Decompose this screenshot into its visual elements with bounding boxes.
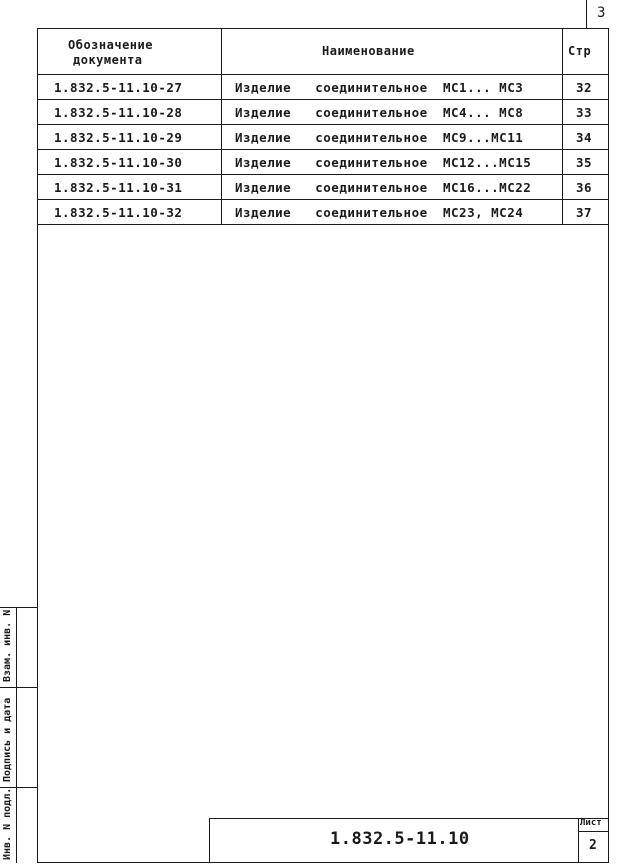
row-marks: МС12...МС15 <box>443 155 532 170</box>
row-line-3 <box>37 149 609 150</box>
row-designation: 1.832.5-11.10-32 <box>54 205 183 220</box>
row-page: 32 <box>576 80 593 95</box>
title-block-sheet-divider <box>578 818 579 863</box>
header-designation-line2: документа <box>73 53 143 67</box>
side-stamp-divider-1 <box>0 687 38 688</box>
header-name: Наименование <box>322 44 415 58</box>
row-designation: 1.832.5-11.10-28 <box>54 105 183 120</box>
title-block-sheet-label-line <box>578 831 609 832</box>
header-designation-line1: Обозначение <box>68 38 153 52</box>
side-stamp-outer-line <box>16 607 17 863</box>
row-marks: МС9...МС11 <box>443 130 524 145</box>
row-line-2 <box>37 124 609 125</box>
row-line-6 <box>37 224 609 225</box>
row-designation: 1.832.5-11.10-29 <box>54 130 183 145</box>
frame-right <box>608 28 609 863</box>
row-name: Изделие соединительное <box>235 130 428 145</box>
title-block-top <box>209 818 609 819</box>
row-name: Изделие соединительное <box>235 205 428 220</box>
side-label-podpis-data: Подпись и дата <box>2 697 13 782</box>
row-marks: МС1... МС3 <box>443 80 524 95</box>
col-divider-1 <box>221 28 222 224</box>
row-designation: 1.832.5-11.10-31 <box>54 180 183 195</box>
row-line-5 <box>37 199 609 200</box>
side-label-inv-podl: Инв. N подл. <box>2 787 13 860</box>
header-page: Стр <box>568 44 592 58</box>
row-page: 34 <box>576 130 593 145</box>
col-divider-2 <box>562 28 563 224</box>
row-name: Изделие соединительное <box>235 155 428 170</box>
document-code: 1.832.5-11.10 <box>330 829 470 849</box>
row-line-1 <box>37 99 609 100</box>
sheet-number: 2 <box>589 838 598 853</box>
row-marks: МС16...МС22 <box>443 180 532 195</box>
sheet-label: Лист <box>580 818 602 828</box>
row-name: Изделие соединительное <box>235 180 428 195</box>
row-page: 35 <box>576 155 593 170</box>
row-marks: МС4... МС8 <box>443 105 524 120</box>
page-number: 3 <box>597 5 606 21</box>
row-marks: МС23, МС24 <box>443 205 524 220</box>
side-stamp-top <box>0 607 38 608</box>
header-bottom-line <box>37 74 609 75</box>
row-name: Изделие соединительное <box>235 105 428 120</box>
row-line-4 <box>37 174 609 175</box>
row-page: 37 <box>576 205 593 220</box>
row-name: Изделие соединительное <box>235 80 428 95</box>
page-number-box-left <box>586 0 587 28</box>
side-label-vzam-inv: Взам. инв. N <box>2 609 13 682</box>
frame-bottom <box>37 862 609 863</box>
frame-top <box>37 28 609 29</box>
frame-left <box>37 28 38 863</box>
row-designation: 1.832.5-11.10-30 <box>54 155 183 170</box>
row-designation: 1.832.5-11.10-27 <box>54 80 183 95</box>
title-block-left <box>209 818 210 863</box>
row-page: 36 <box>576 180 593 195</box>
row-page: 33 <box>576 105 593 120</box>
